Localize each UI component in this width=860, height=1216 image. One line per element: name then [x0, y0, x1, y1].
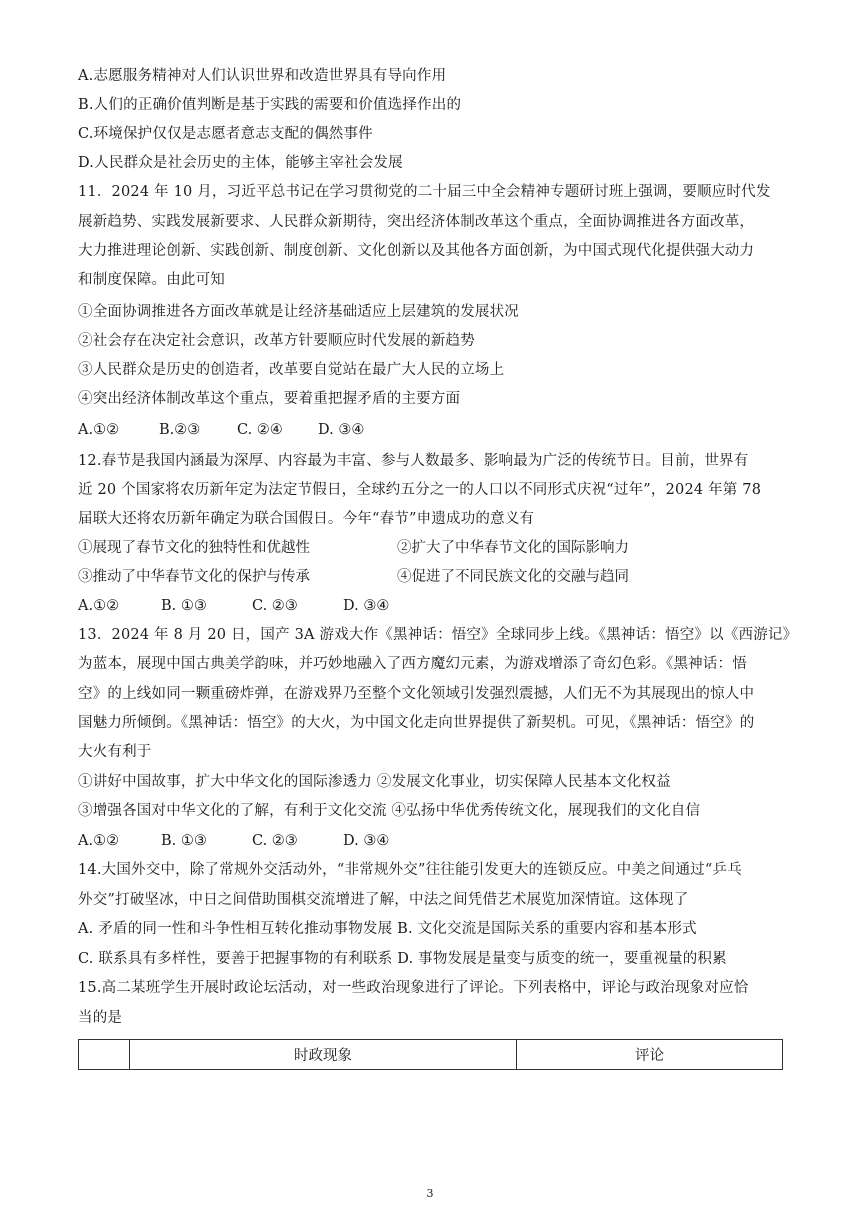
- q15-stem-line: 15.高二某班学生开展时政论坛活动，对一些政治现象进行了评论。下列表格中，评论与政治现象对应恰: [78, 980, 749, 996]
- q11-statement: ②社会存在决定社会意识，改革方针要顺应时代发展的新趋势: [78, 333, 475, 349]
- q14-stem-line: 外交”打破坚冰，中日之间借助围棋交流增进了解，中法之间凭借艺术展览加深情谊。这体现了: [78, 892, 689, 908]
- q10-option-d: D.人民群众是社会历史的主体，能够主宰社会发展: [78, 155, 403, 171]
- table-header-cell: 评论: [517, 1040, 783, 1070]
- q14-stem-line: 14.大国外交中，除了常规外交活动外，“非常规外交”往往能引发更大的连锁反应。中美之间通过“乒乓: [78, 862, 742, 878]
- q14-option-line: A. 矛盾的同一性和斗争性相互转化推动事物发展 B. 文化交流是国际关系的重要内容和基本形式: [78, 921, 697, 937]
- q13-stem-line: 13．2024 年 8 月 20 日，国产 3A 游戏大作《黑神话：悟空》全球同步上线。《黑神话：悟空》以《西游记》: [78, 627, 798, 643]
- q12-statement: ①展现了春节文化的独特性和优越性: [78, 540, 310, 556]
- q11-choice-b: B.②③: [159, 422, 201, 438]
- q11-choice-d: D. ③④: [318, 422, 365, 438]
- q10-option-b: B.人们的正确价值判断是基于实践的需要和价值选择作出的: [78, 97, 462, 113]
- q11-statement: ④突出经济体制改革这个重点，要着重把握矛盾的主要方面: [78, 391, 461, 407]
- q11-statement: ③人民群众是历史的创造者，改革要自觉站在最广大人民的立场上: [78, 362, 505, 378]
- q11-stem-line: 11．2024 年 10 月，习近平总书记在学习贯彻党的二十届三中全会精神专题研讨班上强调，要顺应时代发: [78, 184, 771, 200]
- q14-option-line: C. 联系具有多样性，要善于把握事物的有利联系 D. 事物发展是量变与质变的统一，要重视量的积累: [78, 951, 727, 967]
- q11-statement: ①全面协调推进各方面改革就是让经济基础适应上层建筑的发展状况: [78, 304, 519, 320]
- q12-stem-line: 届联大还将农历新年确定为联合国假日。今年“春节”申遗成功的意义有: [78, 511, 535, 527]
- q12-choice-b: B. ①③: [161, 598, 207, 614]
- q13-stem-line: 国魅力所倾倒。《黑神话：悟空》的大火，为中国文化走向世界提供了新契机。可见，《黑神话：悟空》的: [78, 715, 755, 731]
- table-header-cell: 时政现象: [130, 1040, 517, 1070]
- q12-statement: ③推动了中华春节文化的保护与传承: [78, 569, 310, 585]
- q13-stem-line: 空》的上线如同一颗重磅炸弹，在游戏界乃至整个文化领域引发强烈震撼，人们无不为其展现出的惊人中: [78, 686, 755, 702]
- q10-option-c: C.环境保护仅仅是志愿者意志支配的偶然事件: [78, 126, 373, 142]
- q12-stem-line: 12.春节是我国内涵最为深厚、内容最为丰富、参与人数最多、影响最为广泛的传统节日。目前，世界有: [78, 453, 749, 469]
- q10-option-a: A.志愿服务精神对人们认识世界和改造世界具有导向作用: [78, 68, 447, 84]
- q12-choice-d: D. ③④: [343, 598, 390, 614]
- q15-table: [78, 1039, 783, 1070]
- q13-stem-line: 大火有利于: [78, 744, 152, 760]
- q11-choice-a: A.①②: [78, 422, 120, 438]
- q12-choice-c: C. ②③: [252, 598, 298, 614]
- q13-choice-a: A.①②: [78, 833, 120, 849]
- q13-statement: ③增强各国对中华文化的了解，有利于文化交流 ④弘扬中华优秀传统文化，展现我们的文化自信: [78, 803, 701, 819]
- table-header-row: [79, 1040, 783, 1070]
- q11-choice-c: C. ②④: [237, 422, 283, 438]
- q11-stem-line: 和制度保障。由此可知: [78, 272, 225, 288]
- q15-stem-line: 当的是: [78, 1010, 123, 1026]
- q12-statement: ②扩大了中华春节文化的国际影响力: [397, 540, 629, 556]
- q11-stem-line: 展新趋势、实践发展新要求、人民群众新期待，突出经济体制改革这个重点，全面协调推进各方面改革，: [78, 214, 755, 230]
- q12-choice-a: A.①②: [78, 598, 120, 614]
- q11-stem-line: 大力推进理论创新、实践创新、制度创新、文化创新以及其他各方面创新，为中国式现代化提供强大动力: [78, 243, 755, 259]
- q13-choice-b: B. ①③: [161, 833, 207, 849]
- q13-stem-line: 为蓝本，展现中国古典美学韵味，并巧妙地融入了西方魔幻元素，为游戏增添了奇幻色彩。《黑神话：悟: [78, 656, 747, 672]
- q12-stem-line: 近 20 个国家将农历新年定为法定节假日，全球约五分之一的人口以不同形式庆祝“过年”，2024 年第 78: [78, 482, 762, 498]
- q12-statement: ④促进了不同民族文化的交融与趋同: [397, 569, 629, 585]
- q13-statement: ①讲好中国故事，扩大中华文化的国际渗透力 ②发展文化事业，切实保障人民基本文化权益: [78, 774, 671, 790]
- table-header-cell: [79, 1040, 130, 1070]
- q13-choice-d: D. ③④: [343, 833, 390, 849]
- page-number: 3: [426, 1187, 434, 1200]
- q13-choice-c: C. ②③: [252, 833, 298, 849]
